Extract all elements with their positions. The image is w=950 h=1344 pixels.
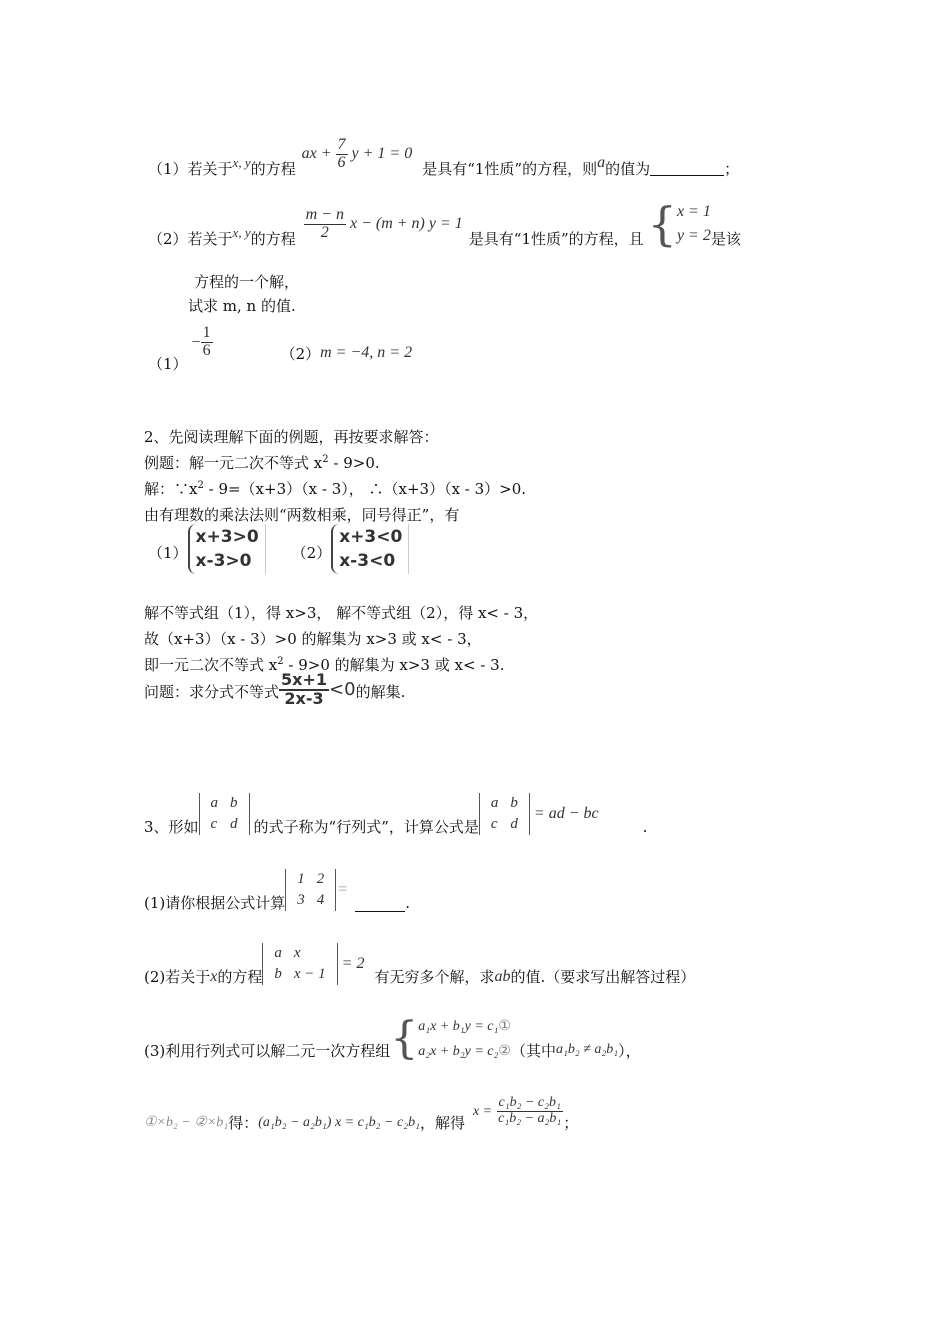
q1-p1-equation: ax + $\frac{7}{6}$ y + 1 = 0 bbox=[301, 135, 413, 171]
q3-p4-solution: x = $\frac{\text{c₁b₂ − c₂b₁}}{\text{c₁b₂ − a₂b₁}}$ bbox=[472, 1095, 562, 1126]
q3-p2-var-x: x bbox=[210, 967, 218, 985]
q1-p2-tail2: 是该 bbox=[710, 229, 741, 248]
q1-p1-tail2: 的值为 bbox=[605, 159, 651, 178]
q3-p3-system: { a₁x + b₁y = c₁① a₂x + b₂y = c₂② bbox=[390, 1013, 511, 1064]
q1-answer2-label: （2） bbox=[280, 345, 321, 363]
q3-p2-equals: = 2 bbox=[341, 954, 365, 972]
q3-p1-pre: (1)请你根据公式计算 bbox=[144, 894, 286, 912]
q1-p2-line2: 方程的一个解， bbox=[194, 273, 300, 291]
q3-p2-mid: 的方程 bbox=[217, 968, 263, 986]
q2-problem-post: 的解集. bbox=[355, 683, 406, 702]
q3-determinant-formula: a b c d bbox=[479, 793, 530, 835]
q1-answer1-label: （1） bbox=[148, 355, 188, 373]
q2-system-2: x+3<0 x-3<0 bbox=[331, 524, 409, 574]
q2-example: 例题：解一元二次不等式 $x^2 - 9>0$. bbox=[144, 454, 380, 472]
q1-p1-tail: 是具有“1性质”的方程，则 bbox=[422, 159, 598, 178]
q3-p2-post: 有无穷多个解，求 bbox=[374, 968, 495, 986]
q1-p2-vars: x, y bbox=[232, 225, 251, 240]
q3-intro-pre: 3、形如 bbox=[144, 818, 199, 836]
q3-part3 bbox=[144, 1014, 641, 1064]
q3-p2-ab: ab bbox=[494, 967, 511, 985]
q3-p2-end: 的值.（要求写出解答过程） bbox=[510, 968, 696, 986]
q1-part1 bbox=[148, 130, 739, 178]
q1-p2-line3: 试求 m, n 的值. bbox=[188, 297, 296, 315]
q2-problem-pre: 问题：求分式不等式 bbox=[144, 683, 280, 702]
q1-answers bbox=[148, 318, 412, 374]
q2-systems bbox=[148, 524, 409, 574]
q2-title: 2、先阅读理解下面的例题，再按要求解答： bbox=[144, 428, 439, 446]
q3-p2-pre: (2)若关于 bbox=[144, 968, 211, 986]
q3-p3-pre: (3)利用行列式可以解二元一次方程组 bbox=[144, 1041, 391, 1060]
q3-p3-cond-pre: （其中 bbox=[510, 1041, 556, 1060]
q2-line2: 故（x+3）（x - 3）>0 的解集为 x>3 或 x< - 3， bbox=[144, 630, 482, 648]
q3-p3-cond-post: ）， bbox=[618, 1041, 641, 1060]
q1-p2-tail: 是具有“1性质”的方程，且 bbox=[468, 229, 644, 248]
q2-line1: 解不等式组（1），得 x>3， 解不等式组（2），得 x< - 3， bbox=[144, 604, 539, 622]
q2-line3: 即一元二次不等式 $x^2 - 9>0$ 的解集为 x>3 或 x< - 3. bbox=[144, 656, 505, 674]
q3-intro bbox=[144, 790, 647, 837]
q3-intro-mid: 的式子称为“行列式”，计算公式是 bbox=[253, 818, 479, 836]
q2-rule: 由有理数的乘法法则“两数相乘，同号得正”，有 bbox=[144, 506, 460, 524]
q3-p4-equation: (a₁b₂ − a₂b₁) x = c₁b₂ − c₂b₁ bbox=[258, 1114, 420, 1130]
q3-p2-determinant: a x b x − 1 bbox=[262, 943, 337, 985]
q3-intro-period: . bbox=[642, 817, 648, 836]
q2-system-1: x+3>0 x-3>0 bbox=[188, 524, 266, 574]
q3-p1-answer-blank[interactable] bbox=[355, 897, 405, 912]
q3-formula: = ad − bc bbox=[533, 804, 599, 822]
q2-solution: 解：$\because x^2 - 9=(x+3)(x - 3)$， ∴（x+3）（x - 3）>0. bbox=[144, 480, 527, 498]
q3-p4-ops: ①×b₂ − ②×b₁ bbox=[144, 1115, 229, 1130]
q1-answer1-value: − $\frac{1}{6}$ bbox=[191, 324, 211, 360]
q1-p2-mid: 的方程 bbox=[250, 229, 296, 248]
q3-part2 bbox=[144, 940, 695, 987]
q2-sys1-label: （1） bbox=[148, 543, 188, 562]
q3-p1-end: . bbox=[405, 893, 411, 912]
q3-p4-solve: ，解得 bbox=[419, 1114, 465, 1132]
q1-p2-equation: $\frac{m - n}{2}$ x − (m + n) y = 1 bbox=[305, 205, 463, 241]
q2-problem bbox=[144, 672, 405, 708]
q1-answer2-value: m = −4, n = 2 bbox=[320, 344, 413, 361]
q1-p2-system: { x = 1 y = 2 bbox=[647, 197, 711, 251]
q1-p1-mid: 的方程 bbox=[250, 159, 296, 178]
q1-p1-vars: x, y bbox=[232, 155, 251, 170]
q1-p1-end: ； bbox=[724, 159, 740, 178]
q2-sys2-label: （2） bbox=[291, 543, 332, 562]
q1-p1-var-a: a bbox=[597, 154, 606, 171]
q3-determinant-example: a b c d bbox=[199, 793, 250, 835]
q3-p1-equals: = bbox=[338, 880, 348, 898]
q3-p3-cond: a₁b₂ ≠ a₂b₁ bbox=[555, 1042, 619, 1057]
q3-p4-end: ； bbox=[563, 1114, 579, 1132]
q1-p2-label: （2）若关于 bbox=[148, 229, 233, 248]
q3-part1 bbox=[144, 866, 410, 913]
q3-p4-get: 得： bbox=[228, 1114, 259, 1132]
q3-p1-determinant: 1 2 3 4 bbox=[285, 869, 336, 911]
q3-part4 bbox=[144, 1090, 578, 1133]
q1-p1-label: （1）若关于 bbox=[148, 159, 233, 178]
q2-fraction-inequality: $\frac{5x+1}{2x-3}$ <0 bbox=[281, 670, 356, 708]
q1-p1-answer-blank[interactable] bbox=[650, 161, 724, 176]
q1-part2 bbox=[148, 194, 741, 254]
